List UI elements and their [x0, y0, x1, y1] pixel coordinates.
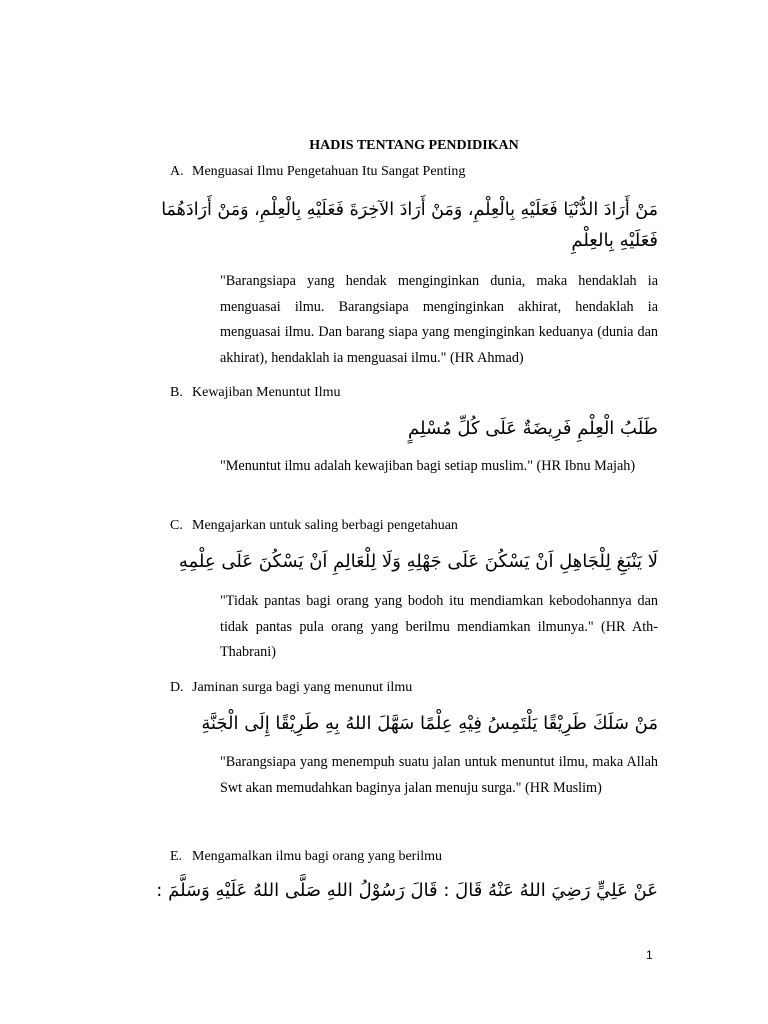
- section-c-marker: C.: [170, 518, 183, 533]
- section-d-marker: D.: [170, 680, 184, 695]
- section-c-arabic: لَا يَنْبَغِ لِلْجَاهِلِ اَنْ يَسْكُنَ عَلَى جَهْلِهِ وَلَا لِلْعَالِمِ اَنْ يَسْكُنَ عَلَى عِلْمِهِ: [178, 551, 658, 572]
- section-e-title: Mengamalkan ilmu bagi orang yang berilmu: [192, 849, 442, 864]
- section-a-translation: "Barangsiapa yang hendak menginginkan dunia, maka hendaklah ia menguasai ilmu. Barangsiapa menginginkan akhirat, hendaklah ia menguasai ilmu. Dan barang siapa yang menginginkan keduanya (dunia dan akhirat), hendaklah ia menguasai ilmu." (HR Ahmad): [220, 273, 658, 366]
- section-b-heading: [170, 385, 341, 401]
- section-b-arabic: طَلَبُ الْعِلْمِ فَرِيضَةٌ عَلَى كُلِّ مُسْلِمٍ: [407, 418, 658, 439]
- section-a-title: Menguasai Ilmu Pengetahuan Itu Sangat Penting: [192, 164, 466, 179]
- section-c-heading: [170, 518, 458, 534]
- section-e-marker: E.: [170, 849, 183, 864]
- section-b-marker: B.: [170, 385, 183, 400]
- section-a-arabic-line-1: مَنْ أَرَادَ الدُّنْيَا فَعَلَيْهِ بِالْعِلْمِ، وَمَنْ أَرَادَ الآخِرَةَ فَعَلَيْهِ بِالْعِلْمِ، وَمَنْ أَرَادَهُمَا: [161, 200, 658, 220]
- section-a-heading: [170, 164, 465, 180]
- section-e-arabic: عَنْ عَلِيٍّ رَضِيَ اللهُ عَنْهُ قَالَ : قَالَ رَسُوْلُ اللهِ صَلَّى اللهُ عَلَيْهِ وَسَلَّمَ :: [156, 880, 658, 901]
- section-b-title: Kewajiban Menuntut Ilmu: [192, 385, 341, 400]
- section-c-title: Mengajarkan untuk saling berbagi pengetahuan: [192, 518, 458, 533]
- section-d-arabic: مَنْ سَلَكَ طَرِيْقًا يَلْتَمِسُ فِيْهِ عِلْمًا سَهَّلَ اللهُ بِهِ طَرِيْقًا إِلَى الْجَنَّةِ: [201, 713, 658, 734]
- page-title: HADIS TENTANG PENDIDIKAN: [309, 138, 519, 153]
- section-c-translation: "Tidak pantas bagi orang yang bodoh itu mendiamkan kebodohannya dan tidak pantas pula orang yang berilmu mendiamkan ilmunya." (HR Ath-Thabrani): [220, 593, 658, 660]
- section-e-heading: [170, 849, 442, 865]
- section-d-title: Jaminan surga bagi yang menunut ilmu: [192, 680, 413, 695]
- section-d-heading: [170, 680, 412, 696]
- section-a-arabic-line-2: فَعَلَيْهِ بِالعِلْمِ: [571, 230, 658, 251]
- page-number: 1: [646, 948, 653, 962]
- section-b-translation: "Menuntut ilmu adalah kewajiban bagi setiap muslim." (HR Ibnu Majah): [220, 458, 636, 474]
- section-a-marker: A.: [170, 164, 184, 179]
- section-d-translation: "Barangsiapa yang menempuh suatu jalan untuk menuntut ilmu, maka Allah Swt akan memudahkan baginya jalan menuju surga." (HR Muslim): [220, 754, 658, 796]
